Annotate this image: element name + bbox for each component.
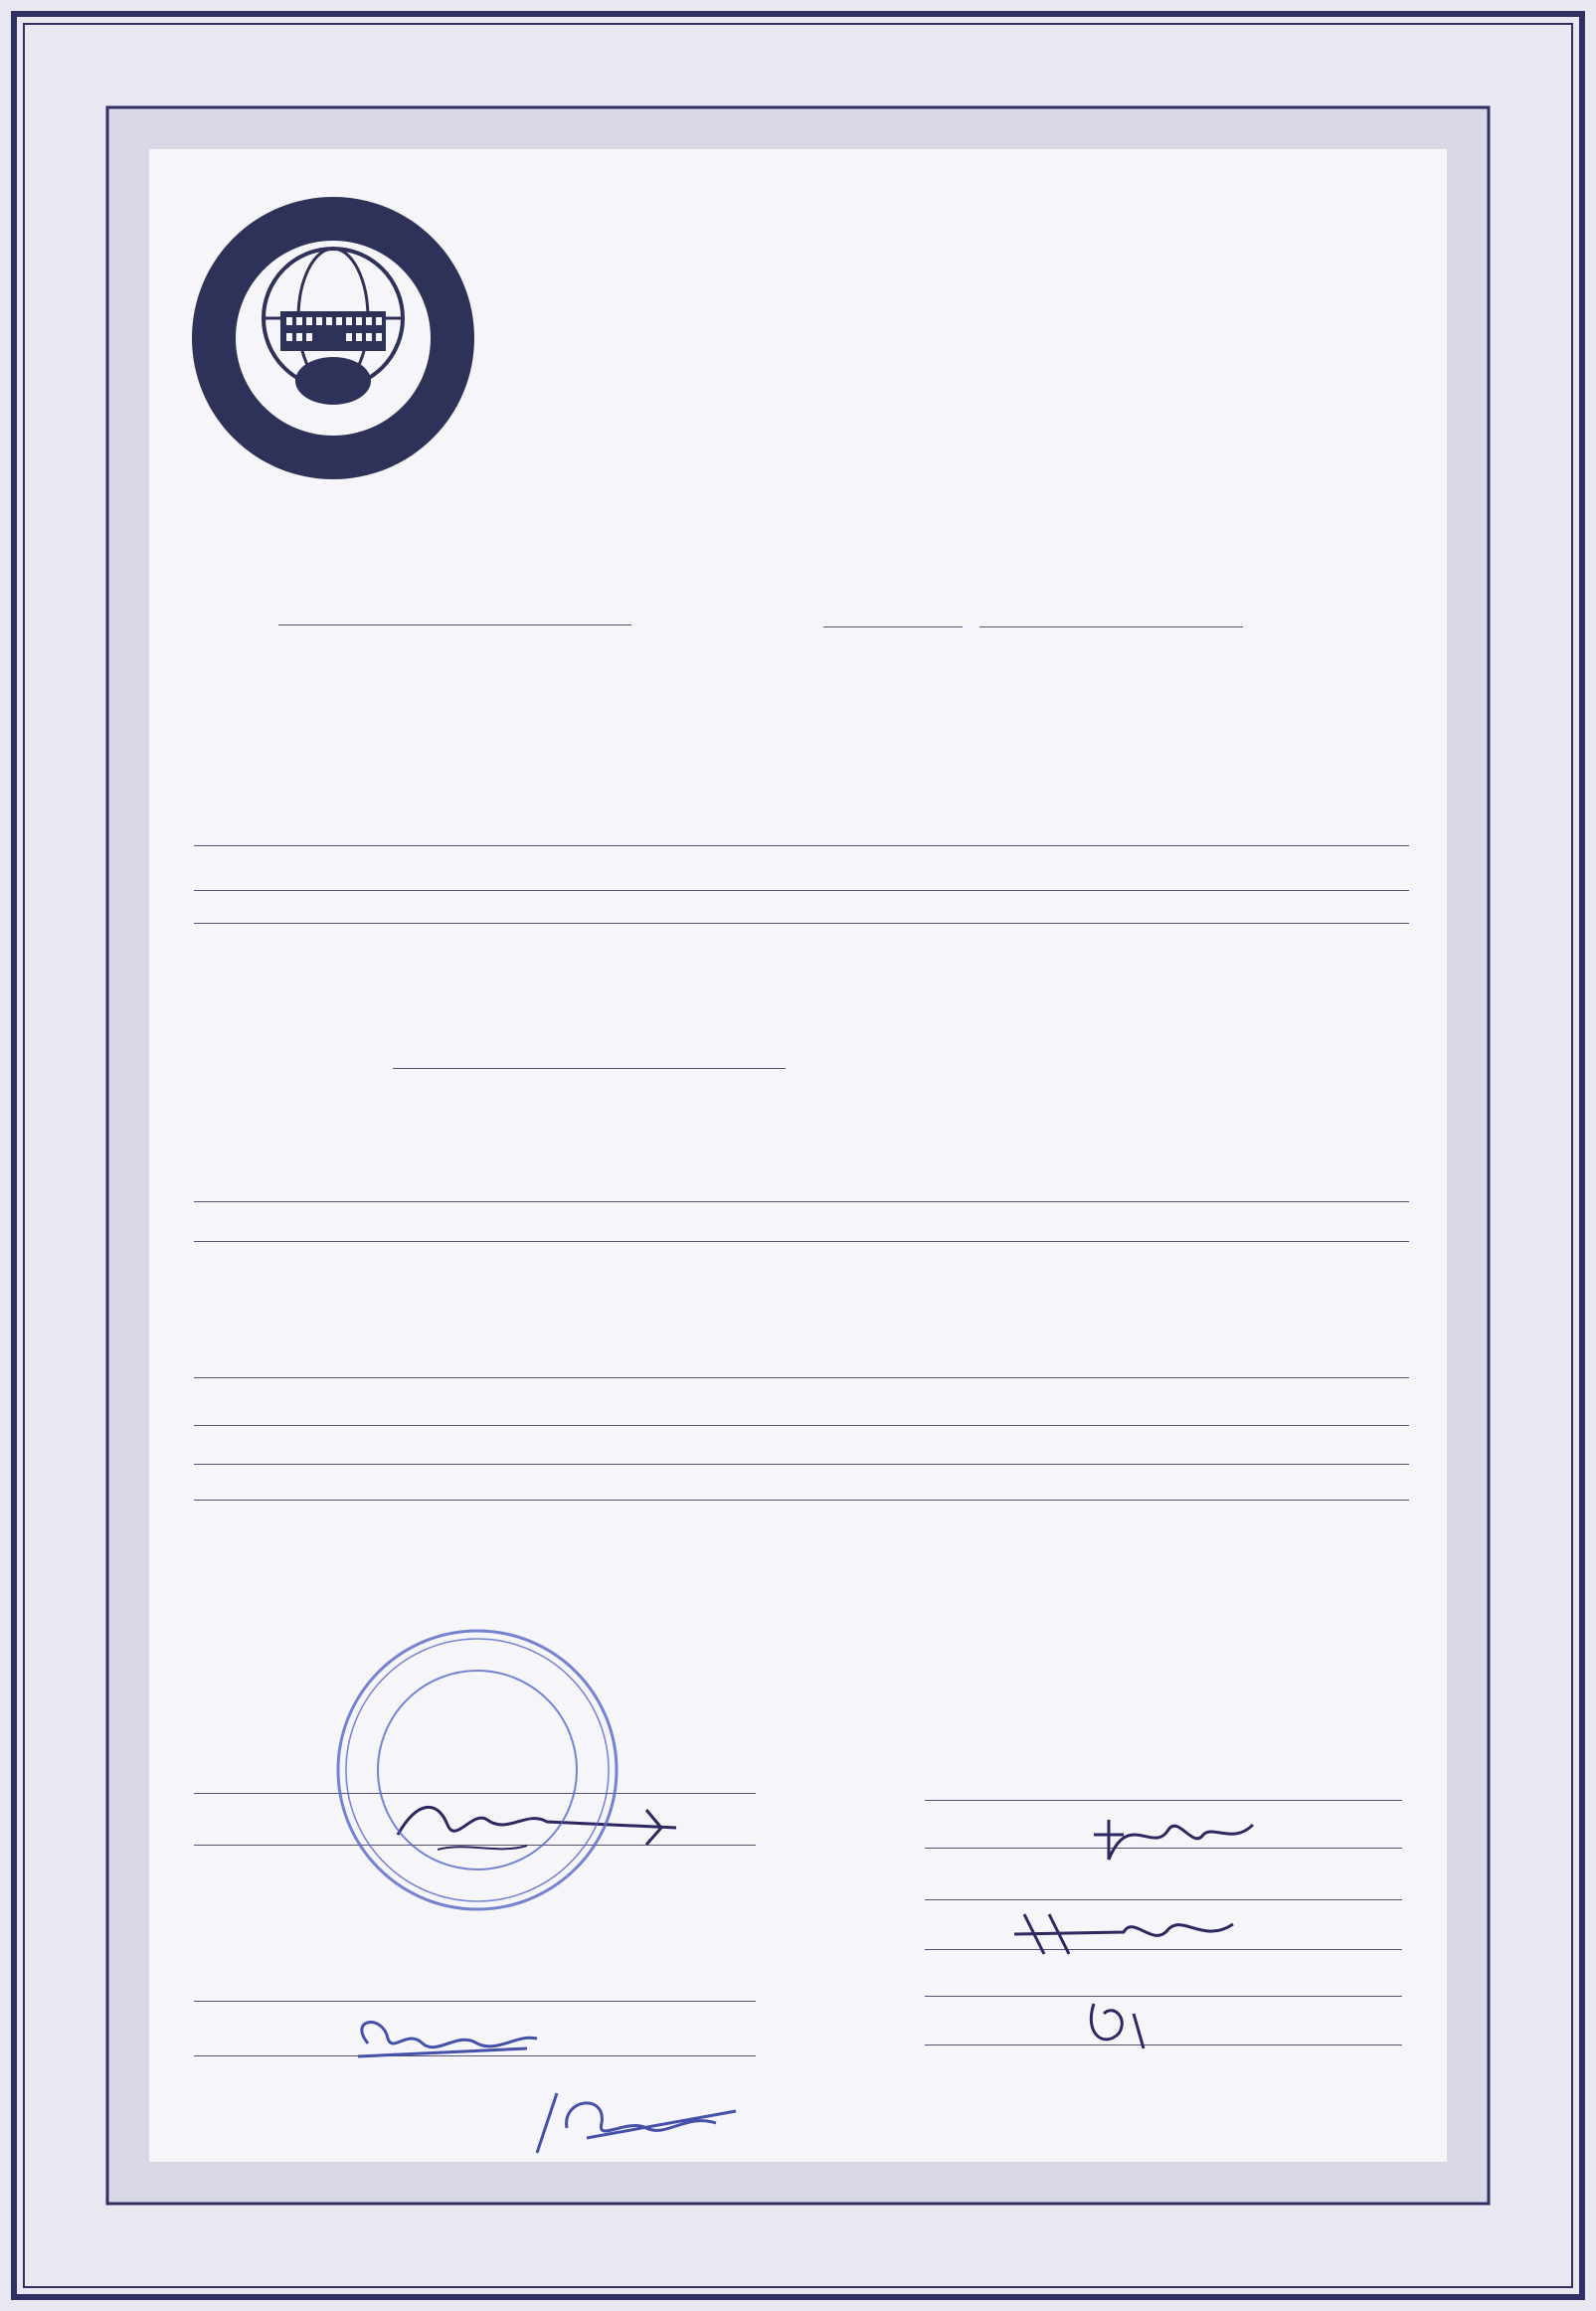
date-month-underline xyxy=(979,626,1243,627)
official-stamp xyxy=(328,1621,626,1919)
university-logo xyxy=(189,194,477,482)
author-1-signature xyxy=(1084,1805,1263,1865)
date-day-underline xyxy=(823,626,963,627)
author-3-signature xyxy=(1074,1994,1213,2053)
author-2-signature xyxy=(1004,1904,1263,1964)
specialty-top-line xyxy=(194,1377,1409,1378)
subject-underline xyxy=(194,1201,1409,1202)
specialty-extra-line xyxy=(194,1464,1409,1465)
department-underline xyxy=(393,1068,786,1069)
subject-extra-line xyxy=(194,1241,1409,1242)
member-signature xyxy=(527,2083,756,2163)
course-extra-line xyxy=(194,923,1409,924)
specialty-underline xyxy=(194,1425,1409,1426)
specialty-extra-line-2 xyxy=(194,1500,1409,1501)
chair-signature xyxy=(328,2009,557,2068)
author-2-name-underline xyxy=(925,1899,1402,1900)
chair-name-underline xyxy=(194,2001,756,2002)
author-1-name-underline xyxy=(925,1800,1402,1801)
course-top-line xyxy=(194,845,1409,846)
course-underline xyxy=(194,890,1409,891)
number-underline xyxy=(278,624,631,625)
